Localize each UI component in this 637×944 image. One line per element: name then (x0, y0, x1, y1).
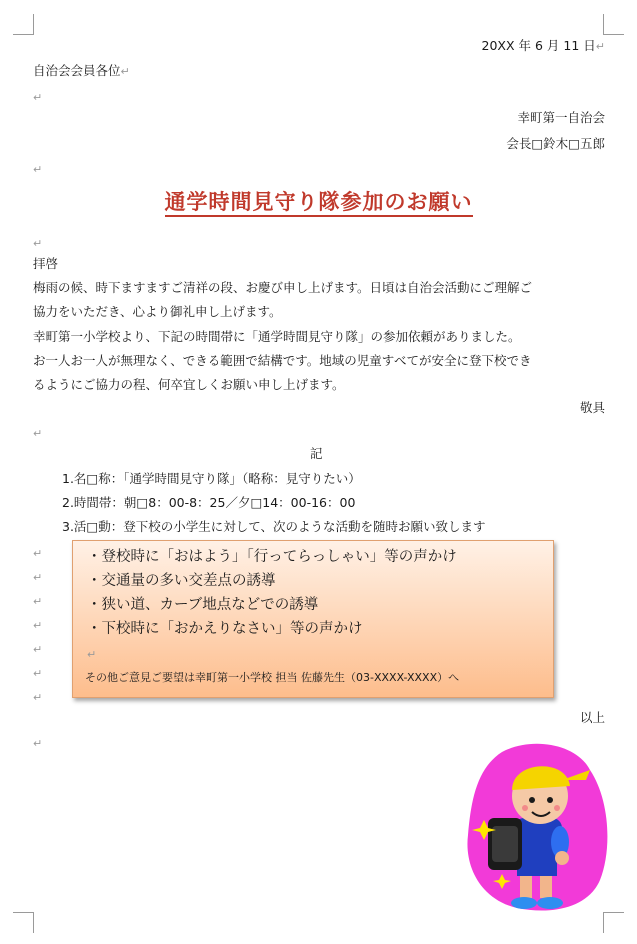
schoolchild-illustration (462, 740, 612, 915)
activity-item: ・狭い道、カーブ地点などでの誘導 (87, 597, 319, 613)
sender-name: 会長□鈴木□五郎 (506, 136, 605, 151)
sender-organization: 幸町第一自治会 (517, 110, 605, 125)
end-mark: 以上 (579, 710, 605, 725)
activity-item: ・登校時に「おはよう」「行ってらっしゃい」等の声かけ (87, 549, 457, 565)
activity-item: ・交通量の多い交差点の誘導 (87, 573, 276, 589)
crop-mark-bottom-right (603, 912, 624, 933)
body-line: 協力をいただき、心より御礼申し上げます。 (33, 304, 282, 319)
salutation: 拝啓 (33, 256, 59, 271)
detail-item-name: 1.名□称：「通学時間見守り隊」（略称：見守りたい） (62, 471, 361, 486)
letter-date: 20XX 年 6 月 11 日↵ (481, 38, 605, 53)
body-line: お一人お一人が無理なく、できる範囲で結構です。地域の児童すべてが安全に登下校でき (33, 353, 532, 368)
body-line: 幸町第一小学校より、下記の時間帯に「通学時間見守り隊」の参加依頼がありました。 (33, 329, 521, 344)
paragraph-mark: ↵ (33, 427, 43, 440)
crop-mark-top-left (13, 14, 34, 35)
paragraph-mark: ↵ (33, 547, 43, 560)
activity-callout-box (72, 540, 554, 698)
contact-note: その他ご意見ご要望は幸町第一小学校 担当 佐藤先生（03-XXXX-XXXX）へ (85, 671, 460, 684)
closing: 敬具 (579, 400, 605, 415)
paragraph-mark: ↵ (33, 737, 43, 750)
paragraph-mark: ↵ (33, 571, 43, 584)
crop-mark-bottom-left (13, 912, 34, 933)
detail-item-time: 2.時間帯：朝□8：00-8：25／夕□14：00-16：00 (62, 495, 356, 510)
paragraph-mark: ↵ (33, 595, 43, 608)
crop-mark-top-right (603, 14, 624, 35)
body-line: 梅雨の候、時下ますますご清祥の段、お慶び申し上げます。日頃は自治会活動にご理解ご (33, 280, 533, 295)
document-title: 通学時間見守り隊参加のお願い (0, 186, 637, 216)
paragraph-mark: ↵ (33, 619, 43, 632)
paragraph-mark: ↵ (33, 163, 43, 176)
paragraph-mark: ↵ (87, 648, 97, 661)
paragraph-mark: ↵ (33, 643, 43, 656)
detail-item-activity: 3.活□動：登下校の小学生に対して、次のような活動を随時お願い致します (62, 519, 486, 534)
paragraph-mark: ↵ (33, 237, 43, 250)
body-line: るようにご協力の程、何卒宜しくお願い申し上げます。 (33, 377, 345, 392)
paragraph-mark: ↵ (33, 91, 43, 104)
paragraph-mark: ↵ (33, 667, 43, 680)
addressee: 自治会会員各位↵ (33, 63, 130, 78)
activity-item: ・下校時に「おかえりなさい」等の声かけ (87, 621, 363, 637)
ki-heading: 記 (310, 446, 323, 461)
paragraph-mark: ↵ (33, 691, 43, 704)
